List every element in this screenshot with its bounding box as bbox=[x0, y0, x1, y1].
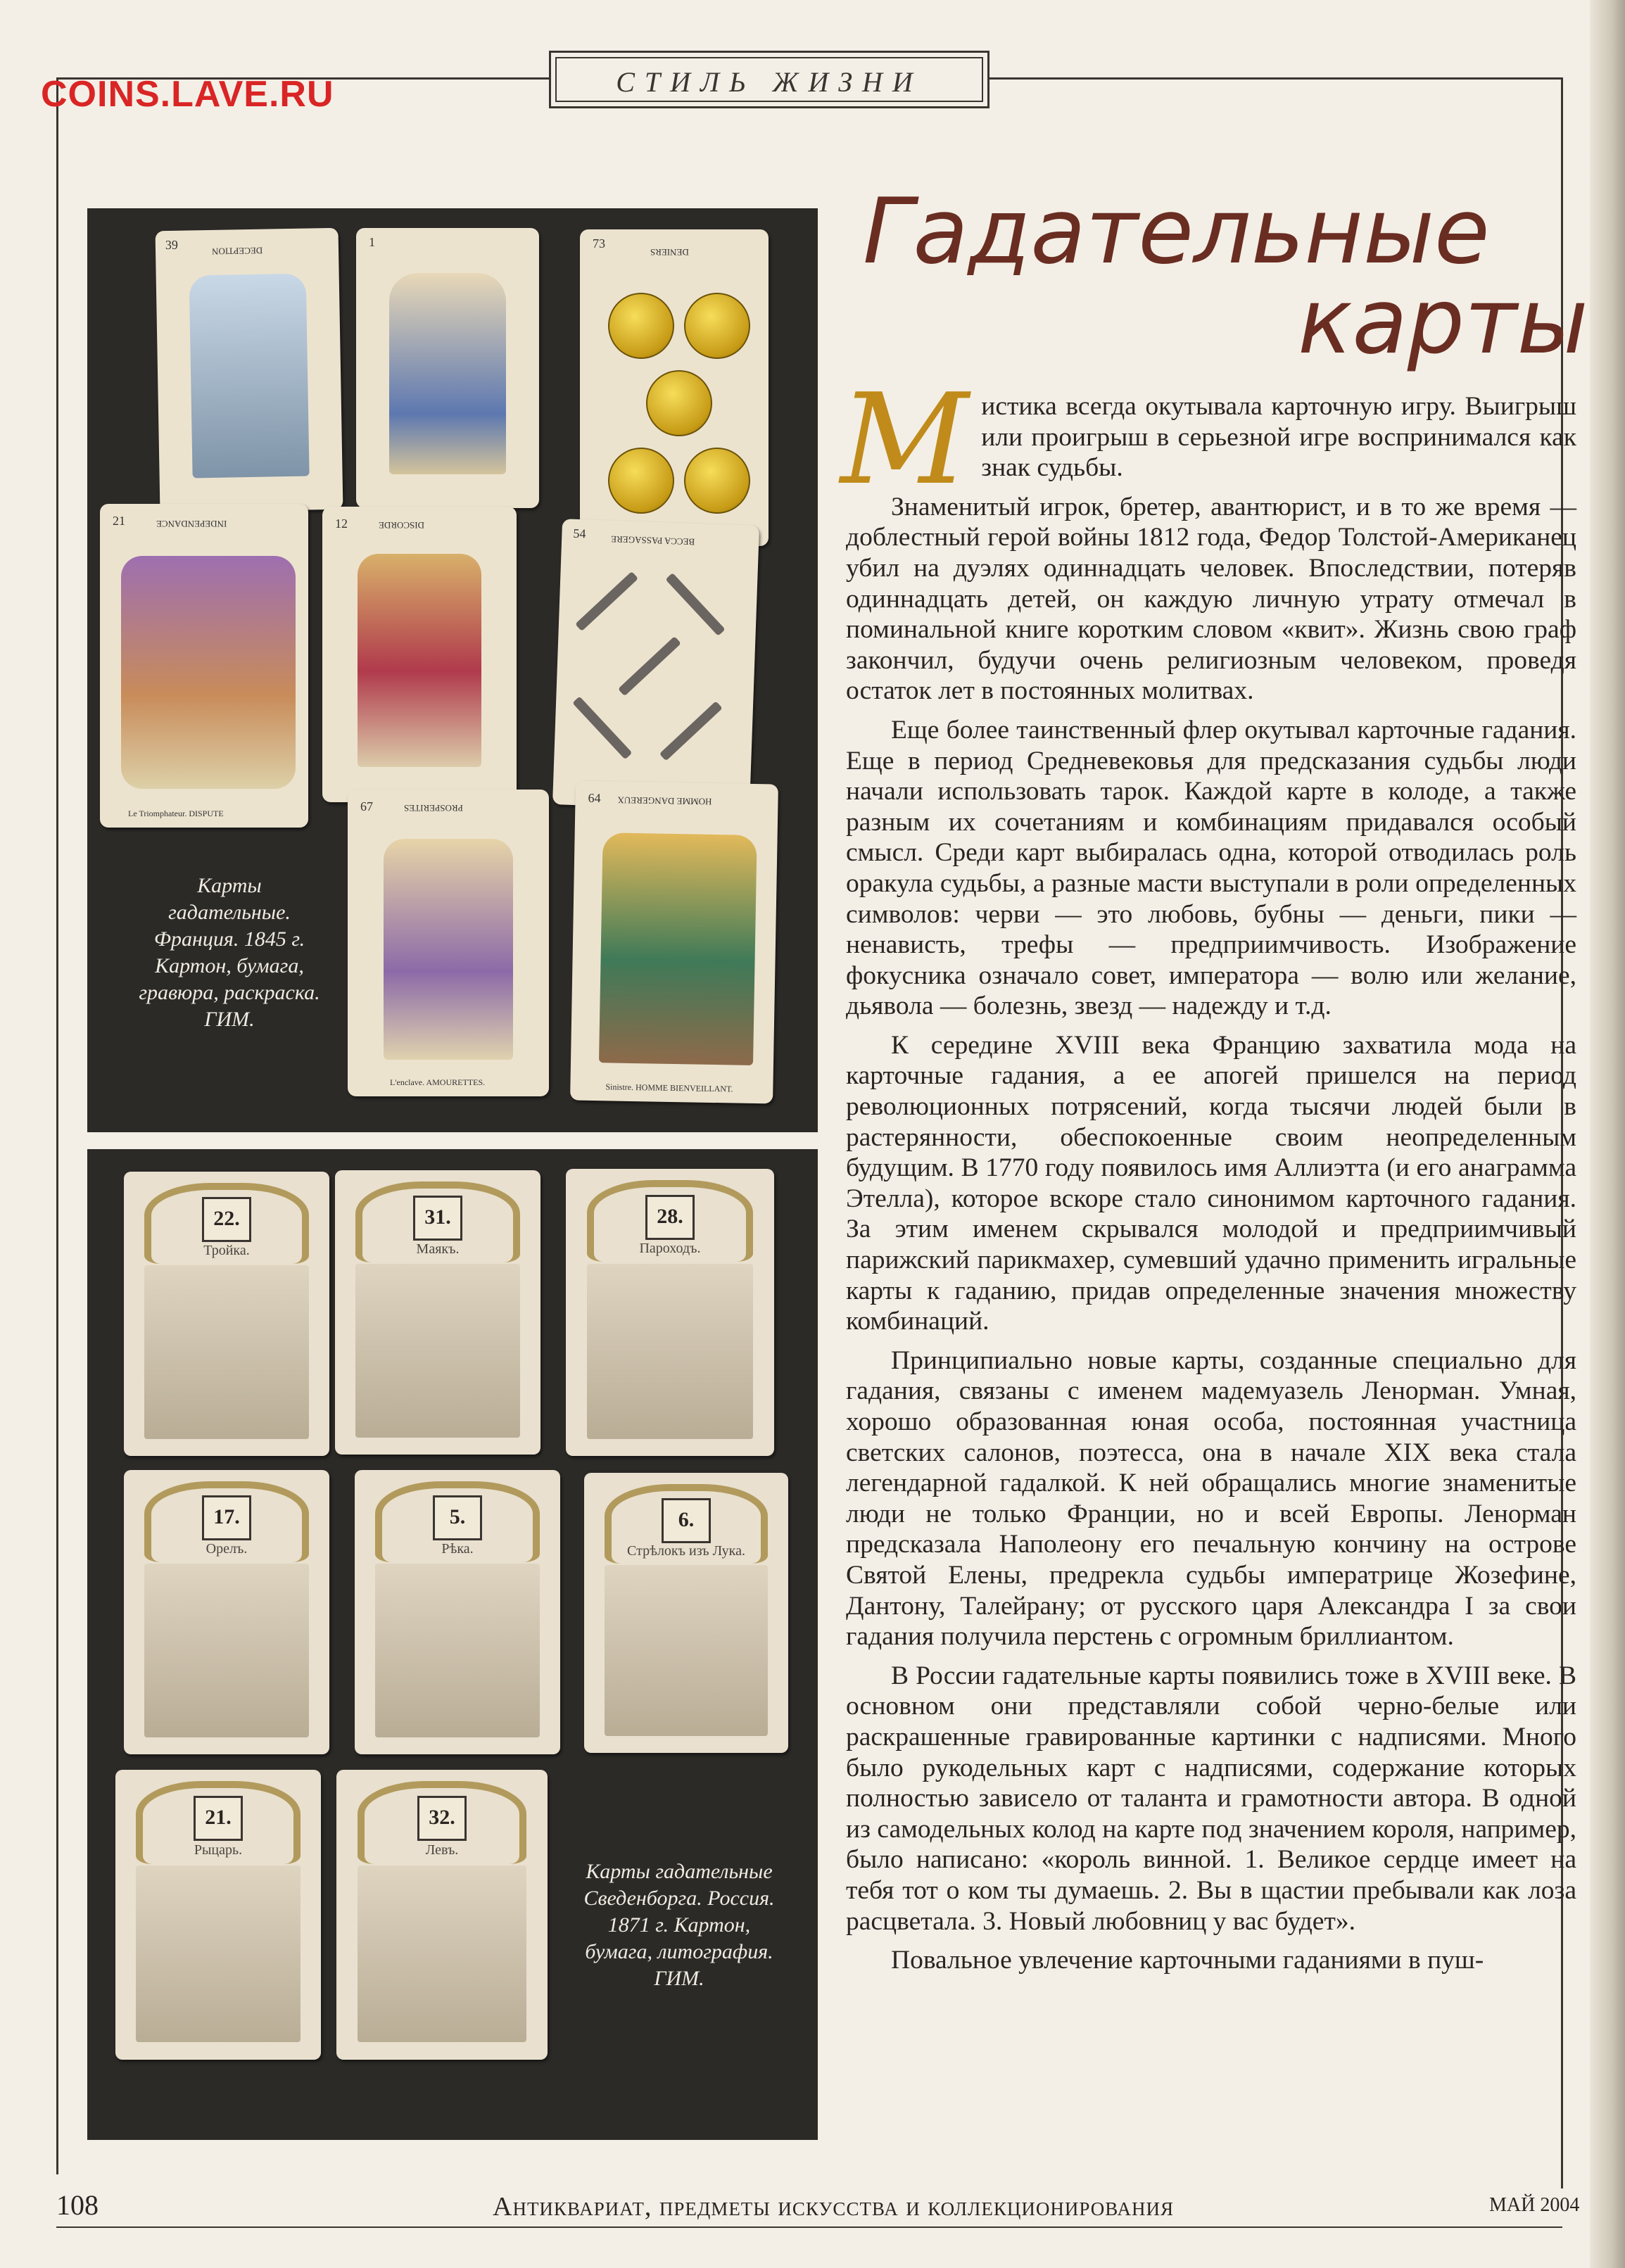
lighthouse-illustration bbox=[355, 1264, 520, 1437]
card-french-2 bbox=[356, 228, 539, 508]
river-illustration bbox=[375, 1564, 540, 1737]
knight-illustration bbox=[136, 1865, 301, 2042]
card-number: 21. bbox=[194, 1796, 243, 1841]
figure-illustration bbox=[189, 274, 309, 479]
card-number: 64 bbox=[588, 790, 601, 806]
card-russian-5 bbox=[355, 1470, 560, 1754]
card-caption: Sinistre. HOMME BIENVEILLANT. bbox=[605, 1082, 733, 1094]
figure-illustration bbox=[384, 839, 512, 1060]
archer-illustration bbox=[605, 1565, 768, 1736]
card-french-8 bbox=[570, 781, 778, 1104]
page-number: 108 bbox=[56, 2189, 99, 2221]
card-title: Тройка. bbox=[203, 1243, 250, 1258]
card-title: Рѣка. bbox=[441, 1541, 474, 1557]
card-french-5 bbox=[322, 507, 517, 802]
caption-russian: Карты гадательные Сведенборга. Россия. 1871 г. Картон, бумага, литография. ГИМ. bbox=[583, 1860, 775, 1990]
card-number: 28. bbox=[645, 1195, 695, 1240]
card-number: 1 bbox=[369, 235, 375, 249]
card-russian-1 bbox=[124, 1172, 329, 1456]
sword-icon bbox=[572, 696, 632, 759]
card-russian-6 bbox=[584, 1473, 788, 1753]
drop-cap: М bbox=[840, 367, 969, 512]
king-illustration bbox=[599, 832, 757, 1065]
card-russian-7 bbox=[115, 1770, 321, 2060]
card-number: 17. bbox=[202, 1495, 251, 1540]
card-title: DENIERS bbox=[650, 247, 689, 258]
card-russian-2 bbox=[335, 1170, 540, 1455]
chariot-illustration bbox=[121, 556, 296, 789]
card-title: HOMME DANGEREUX bbox=[617, 794, 712, 807]
card-russian-8 bbox=[336, 1770, 548, 2060]
card-title: Орелъ. bbox=[206, 1541, 248, 1557]
card-title: DISCORDE bbox=[379, 520, 425, 531]
paragraph-5: Принципиально новые карты, созданные специально для гадания, связаны с именем мадемуазель Ленорман. Умная, хорошо образованная юная особа, постоянная участница светских салонов, поэтесса, она в начале XIX века стала легендарной гадалкой. К ней обращались многие знаменитые люди не только Франции, но и всей Европы. Ленорман предсказала Наполеону его печальную кончину на острове Святой Елены, предрекла судьбы императрице Жозефине, Дантону, Талейрану; от русского царя Александра I за свои гадания получила перстень с огромным бриллиантом. bbox=[846, 1345, 1576, 1652]
card-french-7 bbox=[348, 790, 549, 1096]
footer-rule bbox=[56, 2226, 1562, 2228]
frame-left-rule bbox=[56, 77, 58, 2174]
headline-line2: карты bbox=[1298, 270, 1588, 374]
card-title: INDEPENDANCE bbox=[156, 519, 227, 529]
issue-date: МАЙ 2004 bbox=[1489, 2194, 1580, 2216]
card-french-1 bbox=[156, 228, 343, 512]
caption-french: Карты гадательные. Франция. 1845 г. Картон, бумага, гравюра, раскраска. ГИМ. bbox=[139, 874, 320, 1031]
coin-icon bbox=[684, 448, 750, 514]
eagle-illustration bbox=[144, 1564, 309, 1737]
section-label: СТИЛЬ ЖИЗНИ bbox=[616, 66, 923, 98]
card-number: 54 bbox=[573, 526, 586, 541]
troika-illustration bbox=[144, 1265, 309, 1438]
card-caption: Le Triomphateur. DISPUTE bbox=[128, 809, 224, 818]
card-number: 73 bbox=[593, 236, 605, 251]
article-body bbox=[840, 367, 1576, 1984]
card-title: Рыцарь. bbox=[194, 1842, 243, 1858]
card-number: 39 bbox=[165, 237, 179, 253]
paragraph-1 bbox=[840, 367, 1576, 512]
card-number: 6. bbox=[662, 1498, 711, 1543]
russian-cards-photo bbox=[87, 1149, 818, 2140]
page-edge bbox=[1590, 0, 1625, 2268]
coin-icon bbox=[684, 293, 750, 359]
magazine-title: Антиквариат, предметы искусства и коллекционирования bbox=[493, 2192, 1175, 2222]
card-russian-4 bbox=[124, 1470, 329, 1754]
sword-icon bbox=[665, 573, 725, 636]
sword-icon bbox=[659, 701, 723, 761]
watermark: COINS.LAVE.RU bbox=[41, 74, 334, 115]
card-russian-3 bbox=[566, 1169, 774, 1456]
steamship-illustration bbox=[587, 1264, 754, 1439]
card-number: 32. bbox=[417, 1796, 467, 1841]
card-number: 21 bbox=[113, 514, 125, 528]
card-title: Пароходъ. bbox=[639, 1241, 701, 1256]
figure-illustration bbox=[389, 273, 506, 475]
sword-icon bbox=[618, 636, 681, 696]
card-caption: L'enclave. AMOURETTES. bbox=[390, 1077, 486, 1087]
coin-icon bbox=[608, 293, 674, 359]
paragraph-6: В России гадательные карты появились тоже в XVIII веке. В основном они представляли собой черно-белые или раскрашенные гравированные картинки с надписями. Много было рукодельных карт с надписями, содержание которых полностью зависело от таланта и грамотности автора. В одной из самодельных колод на карте под значением короля, например, было написано: «король винной. 1. Великое сердце имеет на тебя тот о ком ты думаешь. 2. Вы в щастии пребывали как лоза расцветала. 3. Новый любовниц у вас будет». bbox=[846, 1661, 1576, 1936]
section-header bbox=[549, 51, 989, 108]
card-number: 5. bbox=[433, 1495, 482, 1540]
paragraph-text: истика всегда окутывала карточную игру. Выигрыш или проигрыш в серьезной игре воспринимался как знак судьбы. bbox=[981, 392, 1576, 483]
card-number: 31. bbox=[413, 1196, 462, 1241]
card-number: 22. bbox=[202, 1197, 251, 1242]
card-title: Левъ. bbox=[425, 1842, 459, 1858]
french-cards-photo bbox=[87, 208, 818, 1132]
card-number: 12 bbox=[335, 517, 348, 531]
lion-illustration bbox=[358, 1865, 526, 2042]
card-french-4 bbox=[100, 504, 308, 828]
paragraph-3: Еще более таинственный флер окутывал карточные гадания. Еще в период Средневековья для предсказания судьбы люди начали использовать тарок. Каждой карте в колоде, а также разным их сочетаниям и комбинациям придавался особый смысл. Среди карт выбиралась одна, которой отводилась роль оракула судьбы, а разные масти выступали в роли определенных символов: черви — это любовь, бубны — деньги, пики — ненависть, трефы — предприимчивость. Изображение фокусника означало совет, императора — волю или желание, дьявола — болезнь, звезд — надежду и т.д. bbox=[846, 715, 1576, 1021]
headline-line1: Гадательные bbox=[863, 179, 1490, 284]
card-title: Маякъ. bbox=[416, 1241, 460, 1257]
card-french-3 bbox=[580, 229, 769, 546]
paragraph-4: К середине XVIII века Францию захватила мода на карточные гадания, а ее апогей пришелся на период революционных потрясений, когда тысячи людей были в растерянности, обеспокоенные своим неопределенным будущим. В 1770 году появилось имя Аллиэтта (и его анаграмма Этелла), которое вскоре стало синонимом карточного гадания. За этим именем скрывался молодой и предприимчивый парижский парикмахер, сумевший удачно применить игральные карты к гаданию, придав определенные значения множеству комбинаций. bbox=[846, 1030, 1576, 1336]
card-title: PROSPERITES bbox=[404, 803, 463, 813]
coin-icon bbox=[646, 370, 712, 436]
card-french-6 bbox=[552, 519, 759, 811]
card-title: BECCA PASSAGERE bbox=[610, 533, 695, 547]
paragraph-7: Повальное увлечение карточными гаданиями в пуш- bbox=[891, 1946, 1484, 1975]
sword-icon bbox=[575, 571, 638, 631]
card-number: 67 bbox=[360, 799, 373, 813]
card-title: Стрѣлокъ изъ Лука. bbox=[627, 1542, 745, 1559]
paragraph-2: Знаменитый игрок, бретер, авантюрист, и в то же время — доблестный герой войны 1812 года, Федор Толстой-Американец убил на дуэлях одиннадцать человек. Впоследствии, потеряв одиннадцать детей, он каждую личную утрату отмечал в поминальной книге коротким словом «квит». Жизнь свою граф закончил, будучи очень религиозным человеком, проведя остаток лет в постоянных молитвах. bbox=[846, 492, 1576, 706]
coin-icon bbox=[608, 448, 674, 514]
card-title: DECEPTION bbox=[211, 245, 263, 257]
figure-illustration bbox=[358, 554, 482, 766]
